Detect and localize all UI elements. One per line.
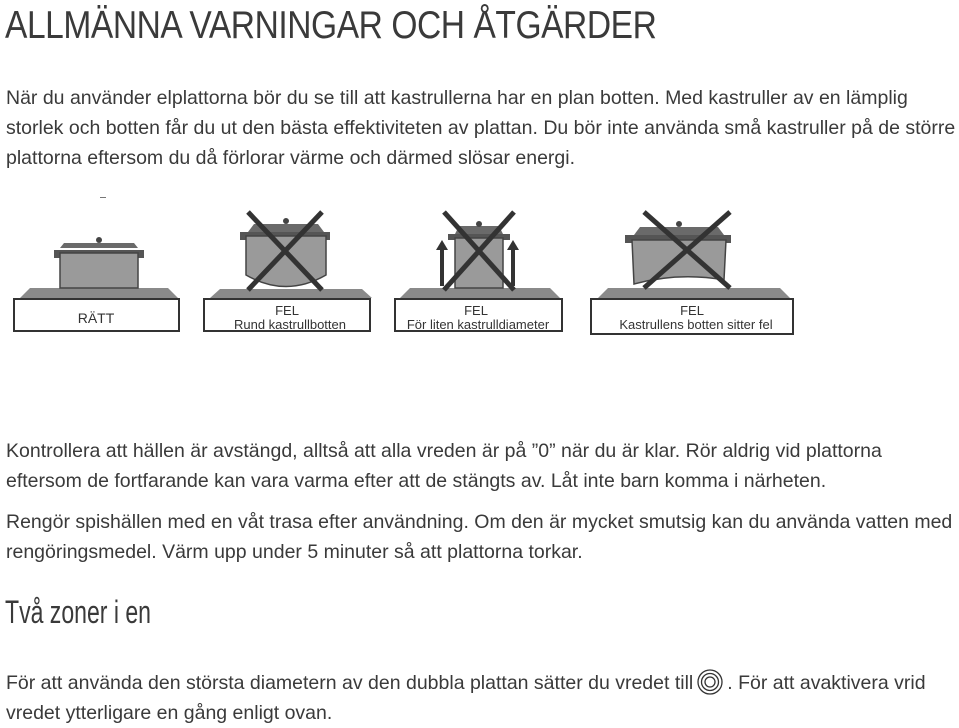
- dual-zone-paragraph: [6, 668, 956, 728]
- section-subtitle: Två zoner i en: [5, 594, 151, 630]
- label-misaligned-top: FEL: [680, 303, 704, 318]
- cleaning-paragraph: Rengör spishällen med en våt trasa efter användning. Om den är mycket smutsig kan du använda vatten med rengöringsmedel. Värm upp under 5 minuter så att plattorna torkar.: [6, 511, 953, 563]
- misaligned-pot-illustration: [598, 212, 790, 298]
- label-misaligned-bottom: Kastrullens botten sitter fel: [619, 317, 773, 332]
- label-small-bottom: För liten kastrulldiameter: [406, 317, 550, 332]
- dual-zone-knob-icon: [697, 669, 723, 695]
- round-bottom-pot-illustration: [210, 212, 372, 298]
- page-title: ALLMÄNNA VARNINGAR OCH ÅTGÄRDER: [5, 4, 657, 47]
- correct-pot-illustration: [20, 237, 178, 298]
- cookware-diagram: [0, 190, 959, 340]
- label-small-top: FEL: [464, 303, 488, 318]
- label-round-bottom: Rund kastrullbotten: [233, 317, 347, 332]
- dual-zone-text-after: . För att avaktivera vrid vredet ytterligare en gång enligt ovan.: [6, 672, 926, 724]
- dual-zone-text-before: För att använda den största diametern av den dubbla plattan sätter du vredet till: [6, 672, 694, 694]
- intro-paragraph: När du använder elplattorna bör du se till att kastrullerna har en plan botten. Med kastruller av en lämplig storlek och botten får du ut den bästa effektiviteten av plattan. Du bör inte använda små kastruller på de större plattorna eftersom du då förlorar värme och därmed slösar energi.: [6, 87, 956, 169]
- label-correct: RÄTT: [77, 310, 115, 326]
- label-round-top: FEL: [275, 303, 299, 318]
- small-pot-illustration: [400, 212, 560, 298]
- safety-paragraph: Kontrollera att hällen är avstängd, alltså att alla vreden är på ”0” när du är klar. Rör aldrig vid plattorna eftersom de fortfarande kan vara varma efter att de stängts av. Låt inte barn komma i närheten.: [6, 440, 882, 492]
